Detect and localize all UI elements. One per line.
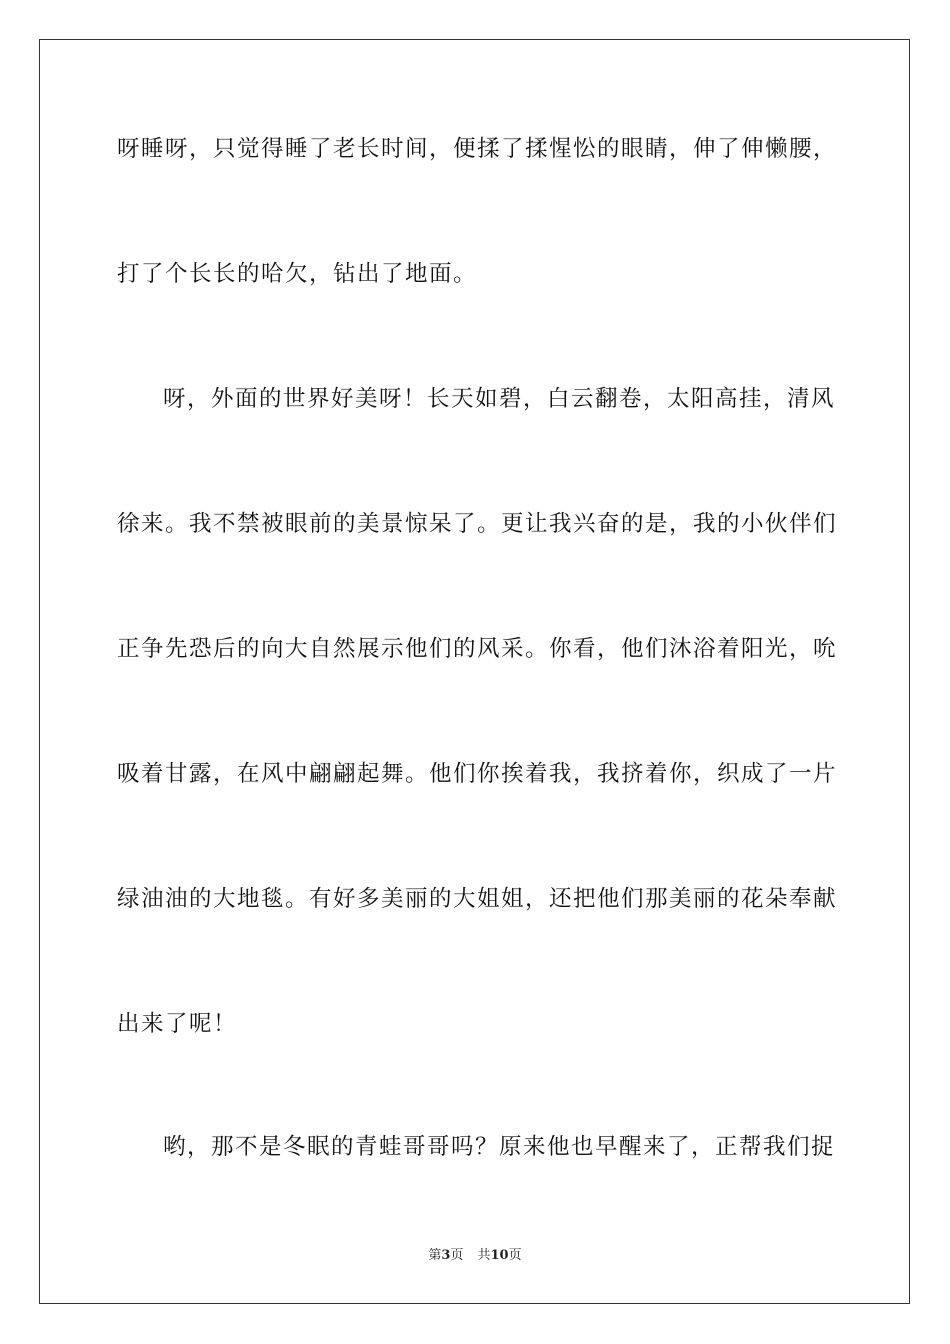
total-prefix: 共	[477, 1248, 491, 1263]
total-pages: 10	[490, 1248, 509, 1263]
body-text-line: 呀，外面的世界好美呀！长天如碧，白云翻卷，太阳高挂，清风	[163, 386, 836, 412]
page-border	[39, 39, 910, 1304]
body-text-line: 正争先恐后的向大自然展示他们的风采。你看，他们沐浴着阳光，吮	[117, 636, 838, 662]
body-text-line: 打了个长长的哈欠，钻出了地面。	[117, 261, 478, 287]
body-text-line: 徐来。我不禁被眼前的美景惊呆了。更让我兴奋的是，我的小伙伴们	[117, 511, 838, 537]
body-text-line: 出来了呢！	[117, 1011, 238, 1037]
body-text-line: 呀睡呀，只觉得睡了老长时间，便揉了揉惺忪的眼睛，伸了伸懒腰，	[117, 136, 838, 162]
page-footer	[0, 1247, 950, 1265]
body-text-line: 吸着甘露，在风中翩翩起舞。他们你挨着我，我挤着你，织成了一片	[117, 761, 838, 787]
page-prefix: 第	[428, 1248, 442, 1263]
page-number: 3	[441, 1248, 451, 1263]
page-suffix: 页	[450, 1248, 464, 1263]
total-suffix: 页	[508, 1248, 522, 1263]
body-text-line: 绿油油的大地毯。有好多美丽的大姐姐，还把他们那美丽的花朵奉献	[117, 886, 838, 912]
body-text-line: 哟，那不是冬眠的青蛙哥哥吗？原来他也早醒来了，正帮我们捉	[163, 1134, 836, 1160]
